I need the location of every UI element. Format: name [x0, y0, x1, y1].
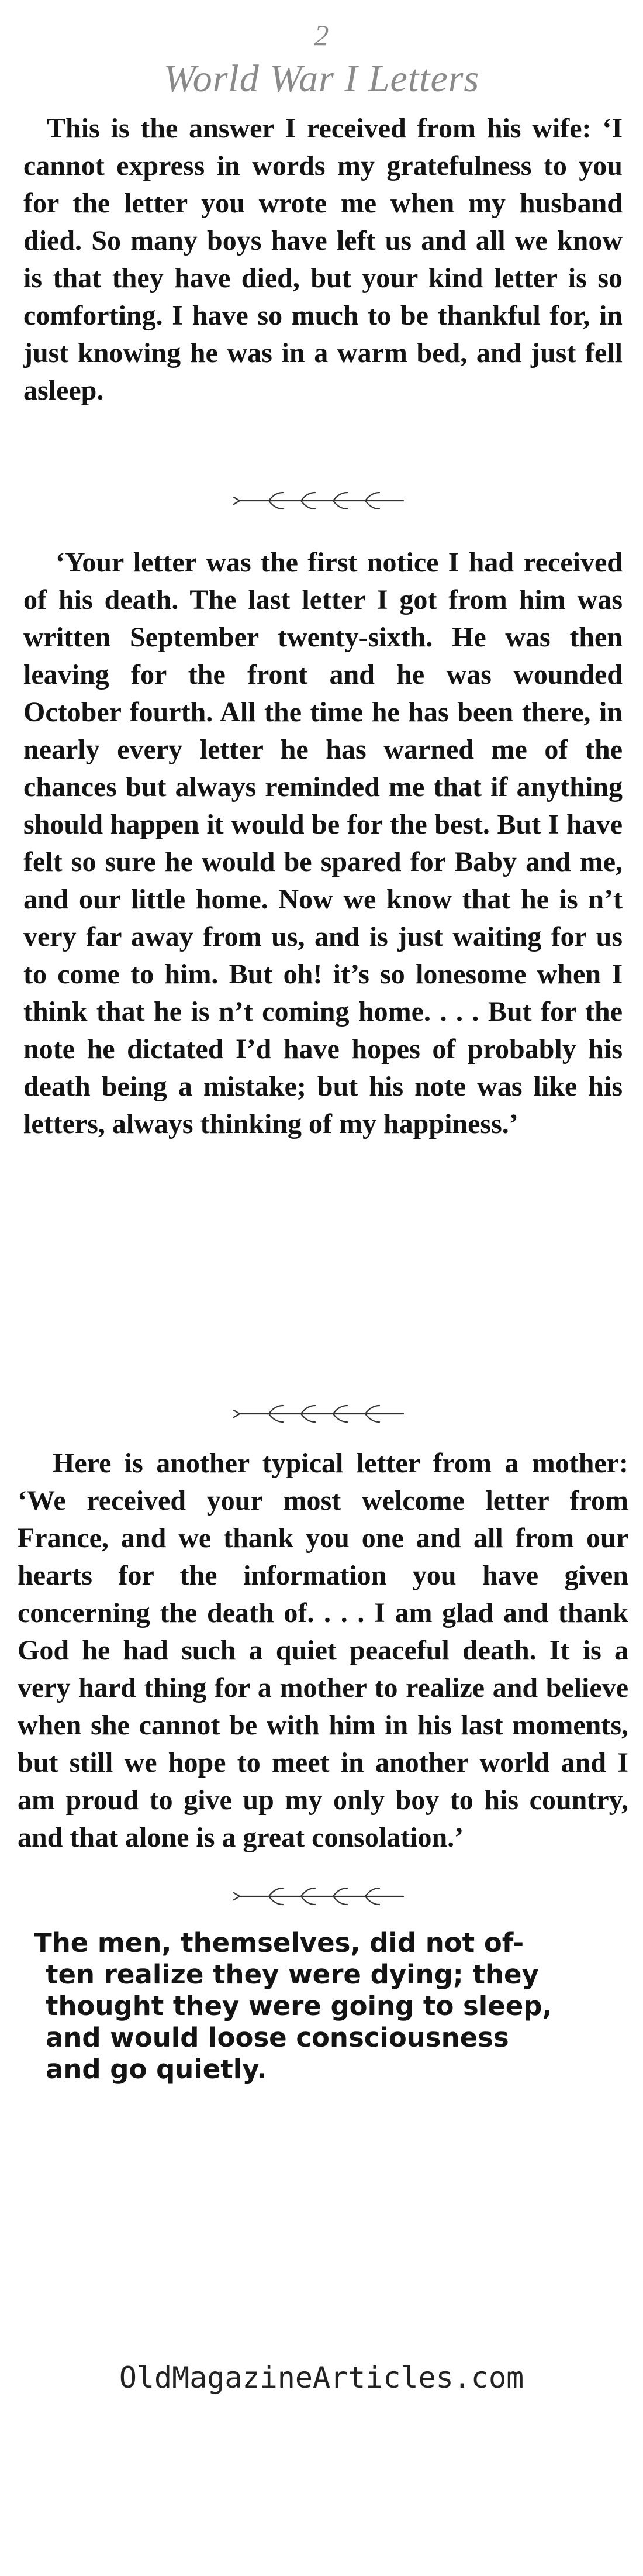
sprig-divider-icon	[228, 1883, 415, 1907]
closing-line: ten realize they were dying; they	[46, 1959, 539, 1990]
closing-statement	[34, 1927, 627, 2085]
letter-paragraph-mother: Here is another typical letter from a mother: ‘We received your most welcome letter from France, and we thank you one and all from our hearts for the information you have given concerning the death of. . . . I am glad and thank God he had such a quiet peaceful death. It is a very hard thing for a mother to realize and believe when she cannot be with him in his last moments, but still we hope to meet in another world and I am proud to give up my only boy to his country, and that alone is a great consolation.’	[18, 1448, 628, 1853]
closing-line: The men, themselves, did not of-	[34, 1927, 524, 1958]
closing-line: and would loose consciousness	[46, 2022, 509, 2053]
page-number: 2	[314, 19, 329, 51]
source-site-footer: OldMagazineArticles.com	[119, 2361, 524, 2395]
closing-line: and go quietly.	[46, 2054, 267, 2085]
page-title: World War I Letters	[163, 57, 480, 100]
sprig-divider-icon	[228, 1401, 415, 1424]
ornamental-divider	[0, 1401, 643, 1424]
ornamental-divider	[0, 488, 643, 511]
closing-line: thought they were going to sleep,	[46, 1990, 552, 2021]
sprig-divider-icon	[228, 488, 415, 511]
letter-paragraph-wife-continued: ‘Your letter was the first notice I had received of his death. The last letter I got from him was written September twenty-sixth. He was then leaving for the front and he was wounded October fourth. All the time he has been there, in nearly every letter he has warned me of the chances but always reminded me that if anything should happen it would be for the best. But I have felt so sure he would be spared for Baby and me, and our little home. Now we know that he is n’t very far away from us, and is just waiting for us to come to him. But oh! it’s so lonesome when I think that he is n’t coming home. . . . But for the note he dictated I’d have hopes of probably his death being a mistake; but his note was like his letters, always thinking of my happiness.’	[23, 547, 623, 1139]
ornamental-divider	[0, 1883, 643, 1907]
letter-paragraph-wife-intro: This is the answer I received from his wife: ‘I cannot express in words my gratefulness to you for the letter you wrote me when my husband died. So many boys have left us and all we know is that they have died, but your kind letter is so comforting. I have so much to be thankful for, in just knowing he was in a warm bed, and just fell asleep.	[23, 113, 623, 406]
